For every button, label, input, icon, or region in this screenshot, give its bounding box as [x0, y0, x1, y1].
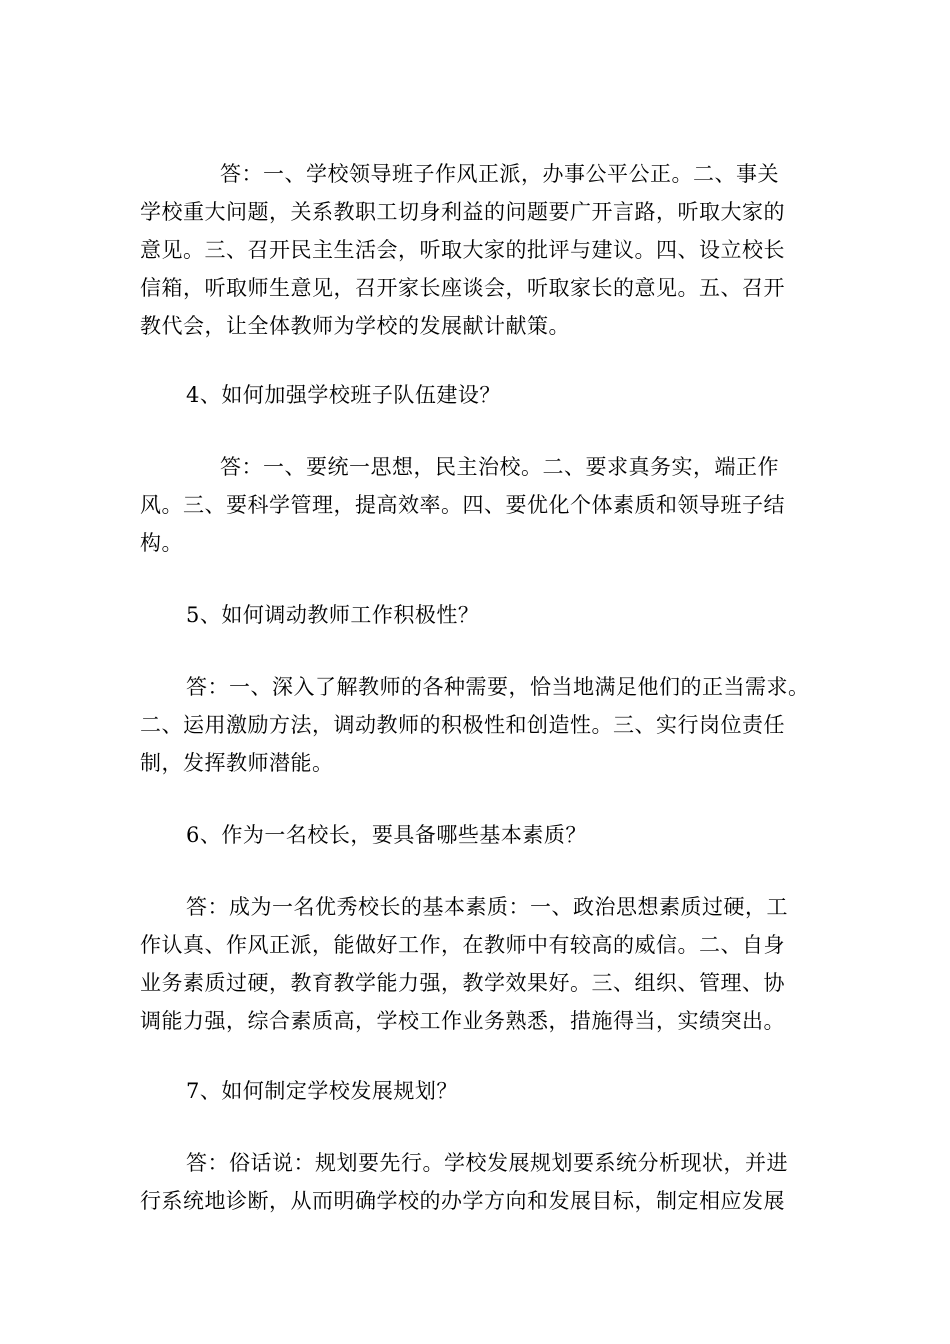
question-text: 4、如何加强学校班子队伍建设？ [186, 383, 501, 407]
text-line: 作认真、作风正派，能做好工作，在教师中有较高的威信。二、自身 [140, 933, 785, 957]
question-heading [140, 1072, 820, 1110]
text-line: 行系统地诊断，从而明确学校的办学方向和发展目标，制定相应发展 [140, 1189, 785, 1213]
text-line: 二、运用激励方法，调动教师的积极性和创造性。三、实行岗位责任 [140, 713, 785, 737]
text-line: 答：一、要统一思想，民主治校。二、要求真务实，端正作 [220, 455, 779, 479]
question-heading [140, 376, 820, 414]
question-text: 7、如何制定学校发展规划？ [186, 1079, 458, 1103]
text-line: 答：俗话说：规划要先行。学校发展规划要系统分析现状，并进 [186, 1151, 788, 1175]
question-text: 6、作为一名校长，要具备哪些基本素质？ [186, 823, 587, 847]
text-line: 答：一、学校领导班子作风正派，办事公平公正。二、事关 [220, 162, 779, 186]
text-line: 调能力强，综合素质高，学校工作业务熟悉，措施得当，实绩突出。 [140, 1009, 785, 1033]
text-line: 意见。三、召开民主生活会，听取大家的批评与建议。四、设立校长 [140, 238, 785, 262]
text-line: 风。三、要科学管理，提高效率。四、要优化个体素质和领导班子结 [140, 493, 785, 517]
text-line: 答：成为一名优秀校长的基本素质：一、政治思想素质过硬，工 [186, 895, 788, 919]
text-line: 答：一、深入了解教师的各种需要，恰当地满足他们的正当需求。 [186, 675, 810, 699]
text-line: 教代会，让全体教师为学校的发展献计献策。 [140, 314, 570, 338]
answer-paragraph [140, 448, 820, 562]
question-heading [140, 816, 820, 854]
text-line: 构。 [140, 531, 183, 555]
answer-paragraph [140, 668, 820, 782]
answer-paragraph [140, 155, 820, 345]
text-line: 学校重大问题，关系教职工切身利益的问题要广开言路，听取大家的 [140, 200, 785, 224]
text-line: 信箱，听取师生意见，召开家长座谈会，听取家长的意见。五、召开 [140, 276, 785, 300]
question-heading [140, 596, 820, 634]
answer-paragraph [140, 888, 820, 1040]
text-line: 业务素质过硬，教育教学能力强，教学效果好。三、组织、管理、协 [140, 971, 785, 995]
answer-paragraph [140, 1144, 820, 1220]
question-text: 5、如何调动教师工作积极性？ [186, 603, 480, 627]
text-line: 制，发挥教师潜能。 [140, 751, 334, 775]
